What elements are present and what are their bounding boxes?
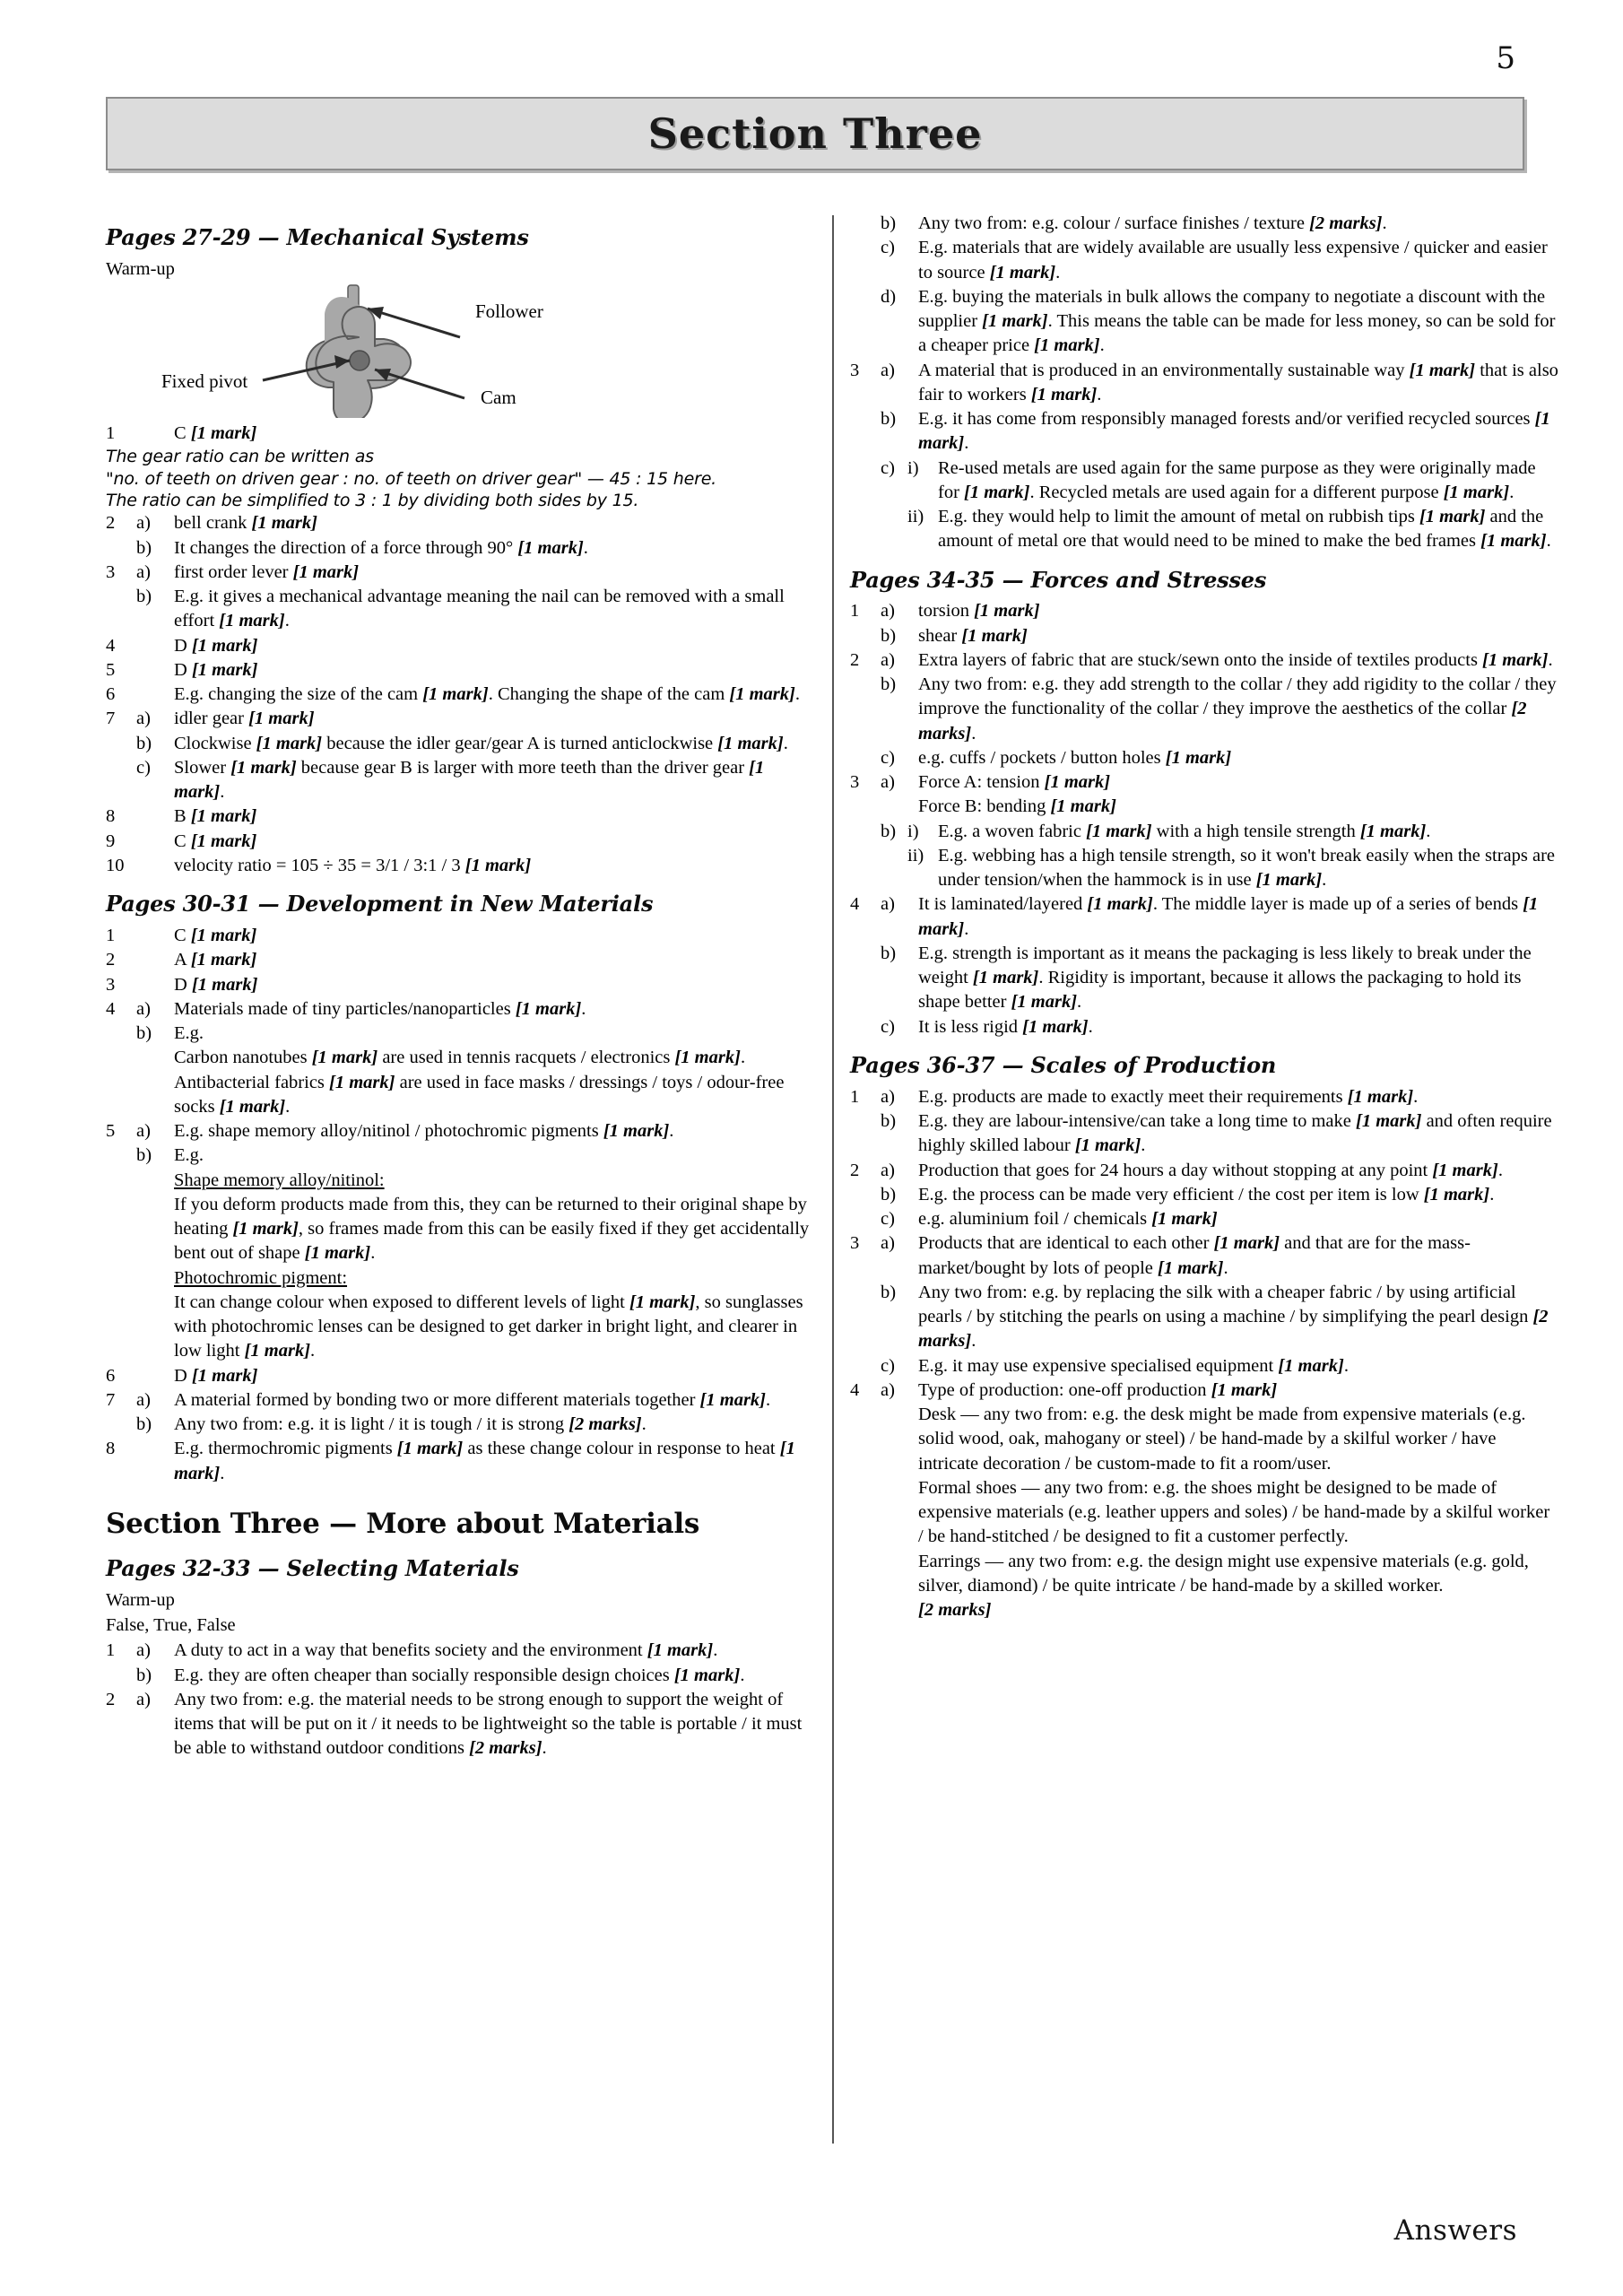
answer-text: E.g. thermochromic pigments [1 mark] as these change colour in response to heat [1 mark].: [174, 1439, 795, 1483]
answer-row: [850, 820, 1558, 844]
answer-letter: c): [881, 1355, 895, 1376]
answer-number: 4: [106, 635, 116, 656]
note-line: The ratio can be simplified to 3 : 1 by dividing both sides by 15.: [106, 491, 639, 511]
answer-row: [106, 585, 814, 634]
answer-number: 5: [106, 659, 116, 680]
answer-row: [106, 948, 814, 972]
answer-letter: b): [136, 1145, 152, 1166]
answer-text: E.g. products are made to exactly meet their requirements [1 mark].: [918, 1086, 1419, 1107]
answer-row: [850, 505, 1558, 554]
answer-row: [106, 1664, 814, 1688]
answer-row: [106, 1639, 814, 1663]
answer-letter: a): [881, 772, 895, 793]
answer-text: Any two from: e.g. they add strength to the collar / they add rigidity to the collar / they improve the functionality of the collar / they improve the aesthetics of the collar [2 marks].: [918, 674, 1557, 744]
answer-text: Extra layers of fabric that are stuck/sewn onto the inside of textiles products [1 mark].: [918, 649, 1553, 670]
answer-row: [106, 683, 814, 707]
answer-text: [918, 770, 1558, 820]
answer-text: Re-used metals are used again for the same purpose as they were originally made for [1 mark]. Recycled metals are used again for a different purpose [1 mark].: [938, 457, 1536, 502]
answer-row: [106, 1437, 814, 1486]
answer-row: [850, 1015, 1558, 1039]
answer-text: E.g. shape memory alloy/nitinol / photochromic pigments [1 mark].: [174, 1121, 674, 1141]
cam-diagram-svg: [106, 283, 814, 418]
answer-letter: a): [136, 1689, 151, 1709]
note-line: The gear ratio can be written as: [106, 447, 374, 467]
answer-letter: b): [136, 1023, 152, 1043]
answer-subline: Force B: bending [1 mark]: [918, 796, 1116, 817]
answer-text: E.g. a woven fabric [1 mark] with a high tensile strength [1 mark].: [938, 821, 1431, 841]
answer-number: 4: [106, 998, 116, 1019]
answer-letter: b): [136, 1414, 152, 1434]
answer-row: [106, 830, 814, 854]
answer-text: E.g. the process can be made very efficient / the cost per item is low [1 mark].: [918, 1184, 1495, 1205]
answer-letter: a): [136, 561, 151, 582]
answer-subheading: Photochromic pigment:: [174, 1267, 348, 1288]
answer-letter: c): [881, 457, 895, 478]
answer-row: [850, 599, 1558, 623]
answer-letter: a): [881, 894, 895, 915]
answer-roman: i): [907, 457, 919, 478]
answer-text: Slower [1 mark] because gear B is larger with more teeth than the driver gear [1 mark].: [174, 757, 765, 803]
answer-letter: b): [881, 213, 897, 233]
answer-row: [850, 1183, 1558, 1207]
answer-row: [850, 1159, 1558, 1183]
answer-text: Any two from: e.g. colour / surface finishes / texture [2 marks].: [918, 213, 1387, 233]
answer-row: [850, 1085, 1558, 1109]
answer-row: [850, 892, 1558, 942]
answer-subline: Type of production: one-off production [1 mark]: [918, 1379, 1278, 1400]
answer-letter: a): [136, 1389, 151, 1410]
answer-subline: Desk — any two from: e.g. the desk might be made from expensive materials (e.g. solid wood, oak, mahogany or steel) / be hand-made by a skilful worker / have intricate decoration / be custom-made to fit a room/user.: [918, 1405, 1526, 1474]
answer-row: [106, 561, 814, 585]
answer-letter: a): [881, 1379, 895, 1400]
answer-row: [850, 285, 1558, 359]
answer-row: [106, 1364, 814, 1388]
answer-letter: a): [136, 709, 151, 729]
answer-roman: ii): [907, 845, 924, 865]
answer-text: E.g. materials that are widely available are usually less expensive / quicker and easier to source [1 mark].: [918, 238, 1548, 283]
left-column: [106, 212, 814, 1761]
answer-number: 3: [106, 561, 116, 582]
answer-letter: a): [881, 1160, 895, 1180]
answer-row: [106, 1413, 814, 1437]
answer-letter: b): [881, 1184, 897, 1205]
answer-letter: a): [136, 998, 151, 1019]
heading-development-new-materials: Pages 30-31 — Development in New Materials: [106, 891, 654, 918]
answer-row: [106, 997, 814, 1022]
answer-number: 7: [106, 1389, 116, 1410]
answer-number: 2: [106, 1689, 116, 1709]
answer-subline: Formal shoes — any two from: e.g. the shoes might be designed to be made of expensive materials (e.g. leather uppers and soles) / be hand-made by a skilful worker / be hand-stitched / be designed to fit a customer perfectly.: [918, 1477, 1550, 1547]
note-line: "no. of teeth on driven gear : no. of teeth on driver gear" — 45 : 15 here.: [106, 468, 717, 489]
answer-row: [850, 770, 1558, 820]
answer-row: [106, 1688, 814, 1761]
answer-letter: a): [136, 1640, 151, 1661]
answer-subline: Earrings — any two from: e.g. the design might use expensive materials (e.g. gold, silver, diamond) / be quite intricate / be hand-made by a skilled worker.: [918, 1551, 1529, 1596]
answer-text: D [1 mark]: [174, 1365, 258, 1386]
answer-row: [850, 624, 1558, 648]
answer-letter: b): [881, 943, 897, 963]
answer-number: 1: [850, 601, 860, 622]
answer-text: E.g. they are labour-intensive/can take a long time to make [1 mark] and often require highly skilled labour [1 mark].: [918, 1111, 1552, 1156]
answer-text: A material that is produced in an environmentally sustainable way [1 mark] that is also fair to workers [1 mark].: [918, 360, 1558, 404]
answer-text: E.g. webbing has a high tensile strength, so it won't break easily when the straps are under tension/when the hammock is in use [1 mark].: [938, 845, 1556, 891]
heading-scales-of-production: Pages 36-37 — Scales of Production: [850, 1051, 1277, 1078]
answer-subline: Force A: tension [1 mark]: [918, 772, 1111, 793]
figure-label-fixed-pivot: Fixed pivot: [161, 370, 248, 393]
answer-text: idler gear [1 mark]: [174, 709, 315, 729]
answer-row: [850, 407, 1558, 457]
answer-letter: a): [881, 1086, 895, 1107]
answer-number: 6: [106, 684, 116, 705]
answer-text: It is laminated/layered [1 mark]. The middle layer is made up of a series of bends [1 mark].: [918, 894, 1539, 939]
answer-number: 1: [850, 1086, 860, 1107]
page-number: 5: [1496, 40, 1515, 76]
answer-text: A [1 mark]: [174, 950, 257, 970]
answer-text: D [1 mark]: [174, 974, 258, 995]
answer-number: 2: [850, 649, 860, 670]
answer-number: 3: [850, 772, 860, 793]
answer-row: [106, 732, 814, 756]
answer-letter: b): [136, 537, 152, 558]
answer-letter: a): [136, 513, 151, 534]
answer-row: [106, 1119, 814, 1144]
answer-row: [106, 1388, 814, 1413]
answer-text: E.g. strength is important as it means the packaging is less likely to break under the weight [1 mark]. Rigidity is important, because it allows the packaging to hold its shape better [1 mark].: [918, 943, 1532, 1013]
answer-number: 10: [106, 855, 125, 875]
answer-subline: E.g.: [174, 1023, 204, 1043]
answer-letter: b): [881, 625, 897, 646]
answer-number: 3: [850, 1233, 860, 1254]
answer-number: 1: [106, 423, 116, 444]
warmup-label: Warm-up: [106, 258, 175, 279]
answer-row: [850, 1109, 1558, 1159]
answer-text: [174, 1144, 814, 1363]
answer-number: 4: [850, 894, 860, 915]
right-column: [850, 212, 1558, 1622]
answer-number: 8: [106, 1439, 116, 1459]
cam-and-follower-diagram: [106, 283, 814, 418]
answer-text: Production that goes for 24 hours a day without stopping at any point [1 mark].: [918, 1160, 1503, 1180]
answer-row: [106, 924, 814, 948]
answer-letter: c): [881, 238, 895, 258]
answer-number: 8: [106, 806, 116, 827]
answer-text: B [1 mark]: [174, 806, 257, 827]
answer-row: [106, 658, 814, 683]
answer-subheading: Shape memory alloy/nitinol:: [174, 1170, 385, 1190]
answer-text: Materials made of tiny particles/nanoparticles [1 mark].: [174, 998, 586, 1019]
answer-text: E.g. changing the size of the cam [1 mark]. Changing the shape of the cam [1 mark].: [174, 684, 800, 705]
answer-row: [850, 844, 1558, 893]
answer-row: [850, 1354, 1558, 1378]
answer-row: [850, 942, 1558, 1015]
answer-row: [850, 1281, 1558, 1354]
answer-number: 1: [106, 1640, 116, 1661]
gear-ratio-note: [106, 446, 814, 511]
answer-text: velocity ratio = 105 ÷ 35 = 3/1 / 3:1 / 3 [1 mark]: [174, 855, 532, 875]
answer-text: e.g. cuffs / pockets / button holes [1 mark]: [918, 747, 1232, 768]
answer-text: It is less rigid [1 mark].: [918, 1016, 1093, 1037]
answer-letter: a): [881, 360, 895, 380]
answer-number: 3: [106, 974, 116, 995]
footer-answers-label: Answers: [1393, 2214, 1517, 2247]
answer-number: 4: [850, 1379, 860, 1400]
answer-letter: b): [136, 587, 152, 607]
answer-row: [850, 236, 1558, 285]
answer-subline: Antibacterial fabrics [1 mark] are used in face masks / dressings / toys / odour-free socks [1 mark].: [174, 1072, 785, 1117]
heading-selecting-materials: Pages 32-33 — Selecting Materials: [106, 1554, 519, 1581]
answer-number: 5: [106, 1121, 116, 1141]
answer-text: It changes the direction of a force through 90° [1 mark].: [174, 537, 588, 558]
answer-text: E.g. it gives a mechanical advantage meaning the nail can be removed with a small effort [1 mark].: [174, 587, 785, 631]
answer-row: [106, 804, 814, 829]
answer-row: [850, 359, 1558, 408]
answer-row: [106, 422, 814, 446]
answer-letter: b): [136, 733, 152, 753]
answer-number: 2: [106, 950, 116, 970]
answer-row: [850, 457, 1558, 506]
answer-letter: a): [881, 649, 895, 670]
answer-number: 2: [106, 513, 116, 534]
section-banner: [106, 97, 1524, 170]
heading-section-three-more-about-materials: Section Three — More about Materials: [106, 1507, 700, 1540]
answer-letter: a): [881, 601, 895, 622]
answer-row: [106, 756, 814, 805]
answer-text: torsion [1 mark]: [918, 601, 1040, 622]
answer-roman: ii): [907, 507, 924, 526]
answer-letter: b): [881, 1111, 897, 1132]
answer-row: [106, 634, 814, 658]
answer-text: Clockwise [1 mark] because the idler gear/gear A is turned anticlockwise [1 mark].: [174, 733, 788, 753]
answer-row: [850, 1231, 1558, 1281]
answer-number: 7: [106, 709, 116, 729]
answer-number: 2: [850, 1160, 860, 1180]
answer-subline: E.g.: [174, 1145, 204, 1166]
answer-row: [106, 536, 814, 561]
answer-text: E.g. buying the materials in bulk allows the company to negotiate a discount with the supplier [1 mark]. This means the table can be made for less money, so can be sold for a cheaper price [1 mark].: [918, 286, 1556, 356]
answer-text: A duty to act in a way that benefits society and the environment [1 mark].: [174, 1640, 718, 1661]
answer-row: [850, 212, 1558, 236]
answer-letter: b): [136, 1665, 152, 1685]
answer-letter: b): [881, 674, 897, 695]
answer-row: [850, 746, 1558, 770]
answer-row: [850, 673, 1558, 746]
figure-label-follower: Follower: [475, 300, 543, 323]
answer-text: [918, 1378, 1558, 1623]
answer-text: first order lever [1 mark]: [174, 561, 360, 582]
answer-text: D [1 mark]: [174, 635, 258, 656]
answer-text: shear [1 mark]: [918, 625, 1028, 646]
heading-mechanical-systems: Pages 27-29 — Mechanical Systems: [106, 224, 529, 250]
answer-text: Any two from: e.g. it is light / it is tough / it is strong [2 marks].: [174, 1414, 647, 1434]
warmup-label: Warm-up: [106, 1589, 175, 1610]
answer-letter: b): [881, 821, 897, 841]
answer-number: 3: [850, 360, 860, 380]
answer-roman: i): [907, 821, 919, 841]
answer-number: 6: [106, 1365, 116, 1386]
answer-final-mark: [2 marks]: [918, 1600, 992, 1621]
answer-row: [106, 973, 814, 997]
answer-text: e.g. aluminium foil / chemicals [1 mark]: [918, 1209, 1218, 1230]
answer-text: Any two from: e.g. by replacing the silk with a cheaper fabric / by using artificial pearls / by stitching the pearls on using a machine / by simplifying the pearl design [2 marks].: [918, 1282, 1549, 1352]
section-banner-title: Section Three: [647, 109, 983, 158]
answer-text: C [1 mark]: [174, 926, 257, 945]
answer-number: 1: [106, 926, 116, 945]
answer-text: E.g. it has come from responsibly managed forests and/or verified recycled sources [1 mark].: [918, 409, 1550, 454]
answer-row: [850, 1207, 1558, 1231]
answer-subline: It can change colour when exposed to different levels of light [1 mark], so sunglasses with photochromic lenses can be designed to get darker in bright light, and clearer in low light [1 mark].: [174, 1292, 803, 1361]
answer-subline: If you deform products made from this, they can be returned to their original shape by heating [1 mark], so frames made from this can be easily fixed if they get accidentally bent out of shape [1 mark].: [174, 1194, 810, 1264]
answer-letter: c): [881, 1016, 895, 1037]
answer-letter: b): [881, 1282, 897, 1302]
answer-letter: d): [881, 286, 897, 307]
warmup-answer: False, True, False: [106, 1615, 236, 1636]
answer-letter: c): [881, 747, 895, 768]
answer-text: C [1 mark]: [174, 423, 257, 444]
answer-number: 9: [106, 831, 116, 851]
answer-letter: b): [881, 409, 897, 429]
answer-row: [106, 707, 814, 731]
answer-row: [106, 1144, 814, 1363]
answer-letter: a): [881, 1233, 895, 1254]
answer-subline: Carbon nanotubes [1 mark] are used in tennis racquets / electronics [1 mark].: [174, 1048, 746, 1068]
answer-letter: a): [136, 1121, 151, 1141]
answer-text: E.g. it may use expensive specialised equipment [1 mark].: [918, 1355, 1349, 1376]
answer-row: [106, 511, 814, 535]
figure-label-cam: Cam: [481, 387, 516, 409]
heading-forces-and-stresses: Pages 34-35 — Forces and Stresses: [850, 566, 1267, 593]
answer-text: C [1 mark]: [174, 831, 257, 851]
answer-text: bell crank [1 mark]: [174, 513, 317, 534]
answer-text: Any two from: e.g. the material needs to be strong enough to support the weight of items that will be put on it / it needs to be lightweight so the table is portable / it must be able to withstand outdoor conditions [2 marks].: [174, 1689, 803, 1759]
answer-letter: c): [136, 757, 151, 778]
answer-text: Products that are identical to each other [1 mark] and that are for the mass-market/bought by lots of people [1 mark].: [918, 1233, 1471, 1278]
answer-text: A material formed by bonding two or more different materials together [1 mark].: [174, 1389, 771, 1410]
answer-text: E.g. they would help to limit the amount of metal on rubbish tips [1 mark] and the amount of metal ore that would need to be mined to make the bed frames [1 mark].: [938, 507, 1551, 552]
answer-text: [174, 1022, 814, 1119]
answer-row: [850, 1378, 1558, 1623]
answer-letter: c): [881, 1209, 895, 1230]
answer-row: [106, 1022, 814, 1119]
answer-text: E.g. they are often cheaper than socially responsible design choices [1 mark].: [174, 1665, 745, 1685]
column-divider: [832, 215, 834, 2144]
answer-row: [106, 854, 814, 878]
answer-text: D [1 mark]: [174, 659, 258, 680]
answer-row: [850, 648, 1558, 673]
